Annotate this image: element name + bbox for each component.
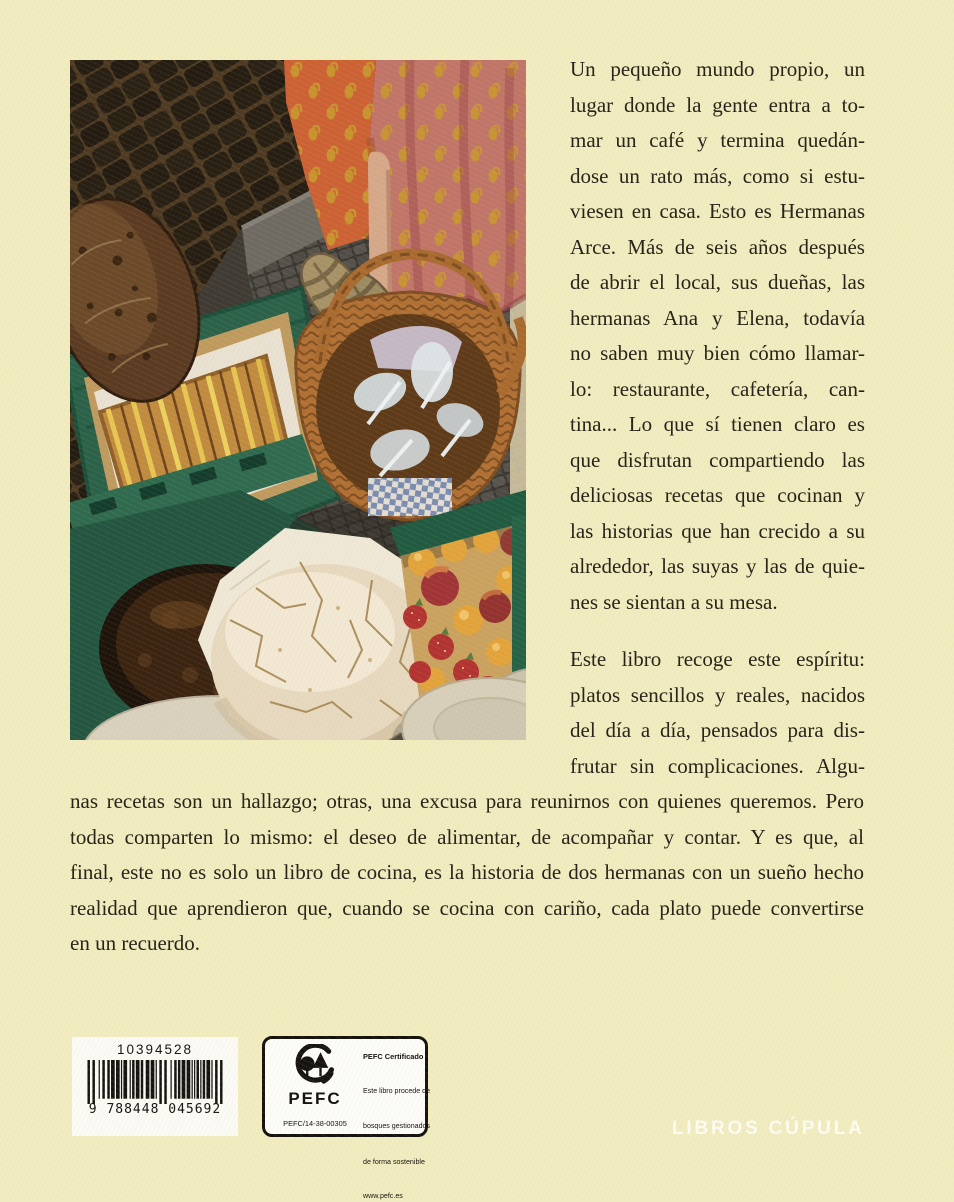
pefc-website: www.pefc.es bbox=[363, 1192, 403, 1201]
text-line: frutar sin complicaciones. Algu- bbox=[570, 753, 866, 778]
synopsis-paragraph-1 bbox=[570, 52, 865, 620]
pefc-certification-label bbox=[262, 1036, 431, 1201]
text-line: realidad que aprendieron que, cuando se cocina con cariño, cada plato puede convertirse bbox=[70, 895, 864, 920]
text-line: bosques gestionados bbox=[363, 1122, 431, 1131]
pefc-certificate-title: PEFC Certificado bbox=[363, 1052, 424, 1061]
text-line: viesen en casa. Esto es Hermanas bbox=[570, 199, 866, 223]
text-line: nes se sientan a su mesa. bbox=[570, 589, 778, 614]
text-line: mar un café y termina quedán- bbox=[570, 128, 865, 152]
text-line: Arce. Más de seis años después bbox=[570, 234, 865, 259]
pefc-wordmark: PEFC bbox=[288, 1089, 342, 1108]
pefc-license-code: PEFC/14-38-00305 bbox=[283, 1119, 347, 1128]
pefc-claim bbox=[363, 1074, 431, 1181]
pefc-logo-block bbox=[273, 1044, 357, 1109]
text-line: final, este no es solo un libro de cocina, es la historia de dos hermanas con un sueño hecho bbox=[70, 860, 864, 884]
text-line: Este libro recoge este espíritu: bbox=[570, 647, 866, 671]
barcode-bars bbox=[85, 1060, 225, 1104]
barcode-top-number: 10394528 bbox=[116, 1042, 194, 1057]
barcode-ean-digits: 9 788448 045692 bbox=[88, 1102, 222, 1117]
text-line: del día a día, pensados para dis- bbox=[570, 718, 865, 742]
text-line: que disfrutan compartiendo las bbox=[570, 447, 865, 472]
text-line: no saben muy bien cómo llamar- bbox=[570, 341, 866, 365]
synopsis-paragraph-2-full bbox=[70, 784, 864, 962]
pefc-text-block bbox=[363, 1052, 431, 1202]
text-line: dose un rato más, como si estu- bbox=[570, 163, 865, 188]
text-line: deliciosas recetas que cocinan y bbox=[570, 483, 866, 507]
text-line: las historias que han crecido a su bbox=[570, 518, 866, 543]
pefc-logo-icon bbox=[292, 1044, 338, 1088]
text-line: platos sencillos y reales, nacidos bbox=[570, 682, 865, 707]
publisher-logo: LIBROS CÚPULA bbox=[672, 1118, 865, 1139]
text-line: nas recetas son un hallazgo; otras, una excusa para reunirnos con quienes queremos. Pero bbox=[70, 789, 865, 813]
cover-photo-illustration bbox=[70, 60, 526, 740]
barcode-label bbox=[72, 1037, 238, 1136]
text-line: Un pequeño mundo propio, un bbox=[570, 57, 865, 81]
synopsis-column bbox=[570, 52, 865, 784]
text-line: tina... Lo que sí tienen claro es bbox=[570, 412, 865, 436]
text-line: Este libro procede de bbox=[363, 1086, 431, 1095]
text-line: alrededor, las suyas y las de quie- bbox=[570, 554, 866, 578]
text-line: en un recuerdo. bbox=[70, 931, 201, 955]
text-line: de abrir el local, sus dueñas, las bbox=[570, 270, 866, 294]
synopsis-paragraph-2-column bbox=[570, 642, 865, 784]
text-line: lo: restaurante, cafetería, can- bbox=[570, 376, 865, 401]
text-line: hermanas Ana y Elena, todavía bbox=[570, 305, 866, 330]
cover-photo bbox=[70, 60, 526, 740]
text-line: todas comparten lo mismo: el deseo de alimentar, de acompañar y contar. Y es que, al bbox=[70, 824, 864, 849]
text-line: lugar donde la gente entra a to- bbox=[570, 92, 865, 117]
text-line: de forma sostenible bbox=[363, 1157, 425, 1166]
